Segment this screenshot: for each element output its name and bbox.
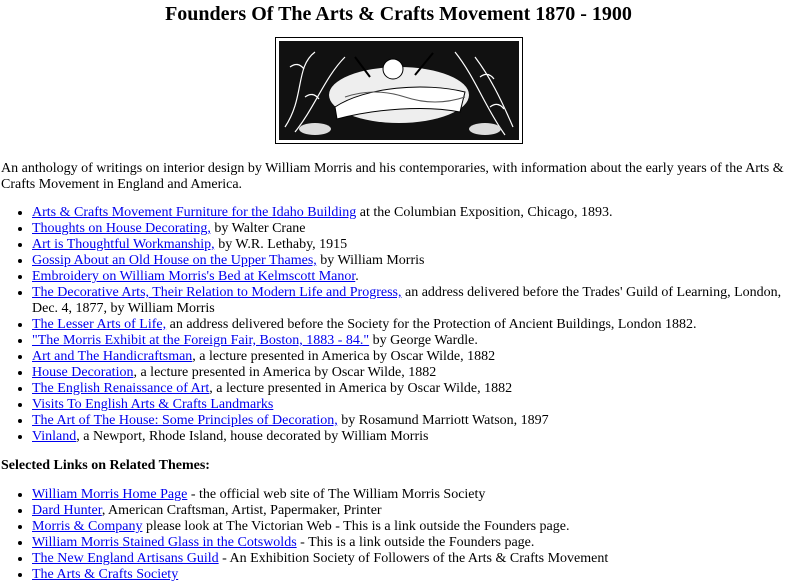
articles-list: [1, 205, 796, 445]
article-link[interactable]: Gossip About an Old House on the Upper Thames,: [32, 253, 317, 268]
article-link[interactable]: "The Morris Exhibit at the Foreign Fair, Boston, 1883 - 84.": [32, 333, 370, 348]
list-item: [32, 567, 796, 583]
article-link[interactable]: Vinland: [32, 429, 77, 444]
decorative-banner-illustration: [275, 37, 523, 144]
article-link[interactable]: Arts & Crafts Movement Furniture for the Idaho Building: [32, 205, 357, 220]
list-item: [32, 269, 796, 285]
list-item: [32, 551, 796, 567]
list-item: [32, 253, 796, 269]
list-item: [32, 317, 796, 333]
article-link[interactable]: Art and The Handicraftsman: [32, 349, 193, 364]
list-item: [32, 365, 796, 381]
list-item: [32, 429, 796, 445]
article-link[interactable]: Thoughts on House Decorating,: [32, 221, 211, 236]
item-description: an address delivered before the Trades' Guild of Learning, London, Dec. 4, 1877, by William Morris: [32, 285, 782, 316]
page-title: Founders Of The Arts & Crafts Movement 1870 - 1900: [165, 3, 632, 25]
item-description: .: [355, 269, 359, 284]
item-description: - This is a link outside the Founders page.: [296, 535, 535, 550]
item-description: by Walter Crane: [210, 221, 306, 236]
related-link[interactable]: William Morris Home Page: [32, 487, 188, 502]
item-description: , a lecture presented in America by Oscar Wilde, 1882: [133, 365, 437, 380]
related-links-heading: Selected Links on Related Themes:: [1, 458, 210, 473]
item-description: , a Newport, Rhode Island, house decorated by William Morris: [76, 429, 429, 444]
item-description: , American Craftsman, Artist, Papermaker, Printer: [101, 503, 382, 518]
list-item: [32, 237, 796, 253]
related-link[interactable]: Dard Hunter: [32, 503, 102, 518]
list-item: [32, 535, 796, 551]
item-description: , a lecture presented in America by Oscar Wilde, 1882: [209, 381, 513, 396]
item-description: - the official web site of The William Morris Society: [187, 487, 486, 502]
article-link[interactable]: House Decoration: [32, 365, 134, 380]
item-description: , a lecture presented in America by Oscar Wilde, 1882: [192, 349, 496, 364]
related-links-list: [1, 487, 796, 583]
item-description: at the Columbian Exposition, Chicago, 1893.: [356, 205, 613, 220]
item-description: by Rosamund Marriott Watson, 1897: [337, 413, 549, 428]
related-link[interactable]: The Arts & Crafts Society: [32, 567, 179, 582]
article-link[interactable]: The English Renaissance of Art: [32, 381, 210, 396]
list-item: [32, 519, 796, 535]
related-link[interactable]: Morris & Company: [32, 519, 143, 534]
related-link[interactable]: William Morris Stained Glass in the Cotswolds: [32, 535, 297, 550]
article-link[interactable]: The Decorative Arts, Their Relation to Modern Life and Progress,: [32, 285, 402, 300]
list-item: [32, 349, 796, 365]
intro-paragraph: An anthology of writings on interior design by William Morris and his contemporaries, with information about the early years of the Arts & Crafts Movement in England and America.: [1, 161, 784, 192]
article-link[interactable]: The Lesser Arts of Life,: [32, 317, 167, 332]
list-item: [32, 487, 796, 503]
article-link[interactable]: The Art of The House: Some Principles of Decoration,: [32, 413, 338, 428]
related-link[interactable]: The New England Artisans Guild: [32, 551, 219, 566]
list-item: [32, 413, 796, 429]
item-description: - An Exhibition Society of Followers of the Arts & Crafts Movement: [218, 551, 609, 566]
article-link[interactable]: Visits To English Arts & Crafts Landmarks: [32, 397, 274, 412]
item-description: by William Morris: [316, 253, 425, 268]
item-description: by W.R. Lethaby, 1915: [214, 237, 348, 252]
item-description: an address delivered before the Society for the Protection of Ancient Buildings, London 1882.: [166, 317, 697, 332]
list-item: [32, 381, 796, 397]
list-item: [32, 397, 796, 413]
list-item: [32, 221, 796, 237]
item-description: by George Wardle.: [369, 333, 478, 348]
list-item: [32, 205, 796, 221]
list-item: [32, 333, 796, 349]
list-item: [32, 285, 796, 317]
item-description: please look at The Victorian Web - This is a link outside the Founders page.: [142, 519, 570, 534]
list-item: [32, 503, 796, 519]
article-link[interactable]: Embroidery on William Morris's Bed at Kelmscott Manor: [32, 269, 356, 284]
article-link[interactable]: Art is Thoughtful Workmanship,: [32, 237, 215, 252]
